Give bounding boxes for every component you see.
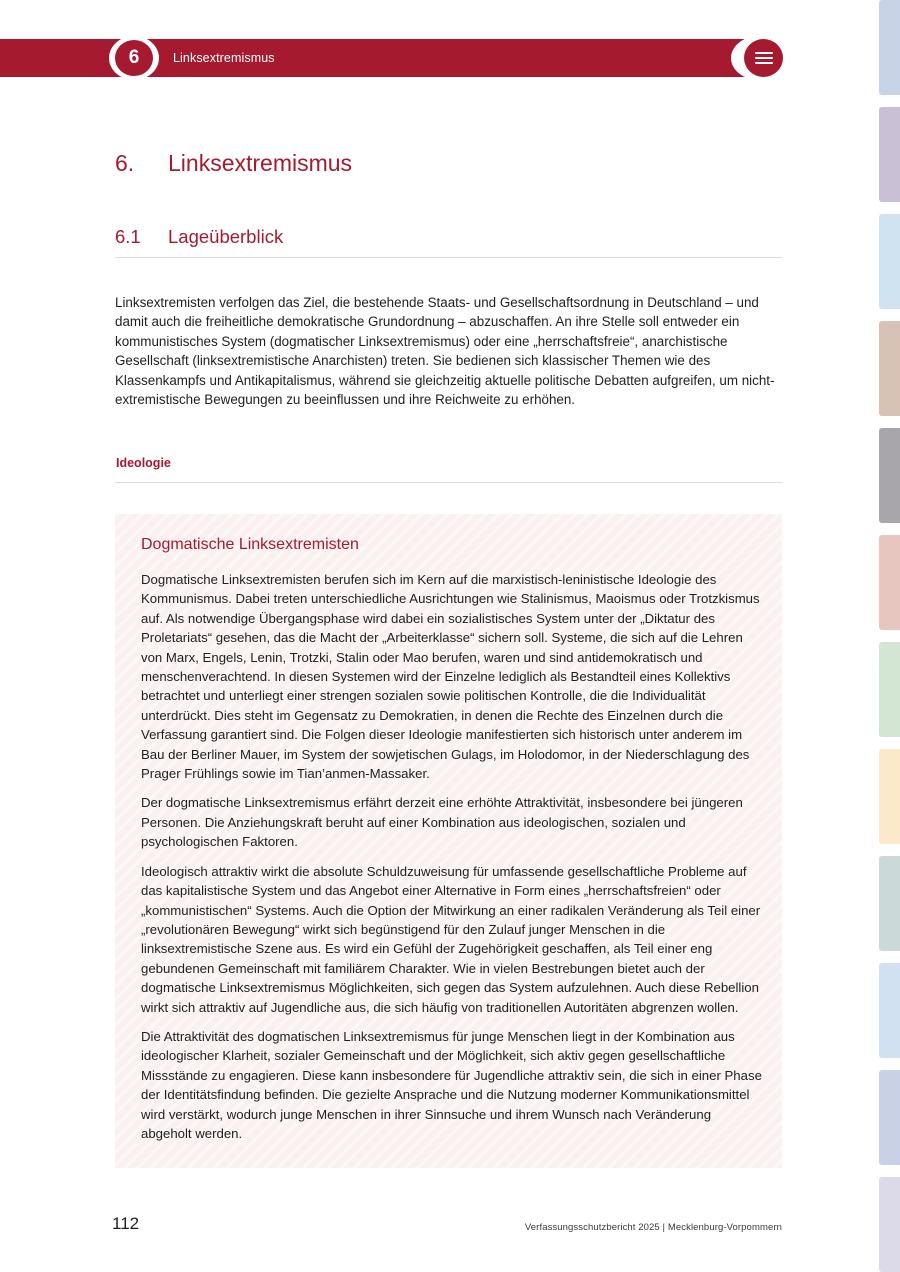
chapter-tab[interactable]: [879, 1177, 900, 1272]
hamburger-icon: [755, 52, 773, 54]
header-chapter-title: Linksextremismus: [173, 51, 275, 65]
chapter-tab[interactable]: [879, 856, 900, 951]
chapter-tab[interactable]: [879, 642, 900, 737]
hamburger-icon-line: [755, 57, 773, 59]
chapter-heading: [115, 150, 352, 177]
info-box-paragraph: Der dogmatische Linksextremismus erfährt derzeit eine erhöhte Attraktivität, insbesondere bei jüngeren Personen. Die Anziehungskraft beruht auf einer Kombination aus ideologischen, sozialen und psychologischen Faktoren.: [141, 795, 743, 850]
page-number: 112: [112, 1214, 140, 1233]
section-heading-number: 6.1: [115, 226, 141, 247]
subsection-label: Ideologie: [116, 456, 171, 470]
info-box-paragraph: Ideologisch attraktiv wirkt die absolute Schuldzuweisung für umfassende gesellschaftliche Probleme auf das kapitalistische System und das Angebot einer Alternative in Form eines „herrschaftsfreien“ oder „kommunistischen“ Systems. Auch die Option der Mitwirkung an einer radikalen Veränderung als Teil einer „revolutionären Bewegung“ wirkt sich begünstigend für den Zulauf junger Menschen in die linksextremistische Szene aus. Es wird ein Gefühl der Zugehörigkeit geschaffen, als Teil einer eng gebundenen Gemeinschaft mit familiärem Charakter. Wie in vielen Bestrebungen bietet auch der dogmatische Linksextremismus Möglichkeiten, sich gegen das System aufzulehnen. Auch diese Rebellion wirkt sich attraktiv auf Jugendliche aus, die sich häufig von traditionellen Autoritäten abgrenzen wollen.: [141, 863, 761, 1015]
section-divider: [115, 257, 782, 258]
footer-publication: Verfassungsschutzbericht 2025 | Mecklenburg-Vorpommern: [524, 1222, 782, 1233]
chapter-tab[interactable]: [879, 428, 900, 523]
chapter-heading-number: 6.: [115, 150, 135, 176]
section-heading: [115, 226, 283, 248]
hamburger-icon-line: [755, 62, 773, 64]
chapter-tab[interactable]: [879, 963, 900, 1058]
info-box-paragraph: Die Attraktivität des dogmatischen Linksextremismus für junge Menschen liegt in der Kombination aus ideologischer Klarheit, sozialer Gemeinschaft und der Möglichkeit, sich aktiv gegen gesellschaftliche Missstände zu engagieren. Diese kann insbesondere für Jugendliche attraktiv sein, die sich in einer Phase der Identitätsfindung befinden. Die gezielte Ansprache und die Nutzung moderner Kommunikationsmittel wird verstärkt, wodurch junge Menschen in ihrer Sinnsuche und ihrem Wunsch nach Veränderung abgeholt werden.: [141, 1028, 762, 1141]
info-box-title: Dogmatische Linksextremisten: [141, 536, 359, 553]
subsection-divider: [115, 482, 782, 483]
chapter-heading-title: Linksextremismus: [168, 150, 353, 176]
info-box-paragraph: Dogmatische Linksextremisten berufen sich im Kern auf die marxistisch-leninistische Ideologie des Kommunismus. Dabei treten unterschiedliche Ausrichtungen wie Stalinismus, Maoismus oder Trotzkismus auf. Als notwendige Übergangsphase wird dabei ein sozialistisches System unter der „Diktatur des Proletariats“ gesehen, das die Macht der „Arbeiterklasse“ sichern soll. Systeme, die sich auf die Lehren von Marx, Engels, Lenin, Trotzki, Stalin oder Mao berufen, waren und sind antidemokratisch und menschenverachtend. In diesen Systemen wird der Einzelne lediglich als Bestandteil eines Kollektivs betrachtet und unterliegt einer strengen sozialen sowie politischen Kontrolle, die die Individualität unterdrückt. Dies steht im Gegensatz zu Demokratien, in denen die Rechte des Einzelnen durch die Verfassung garantiert sind. Die Folgen dieser Ideologie manifestierten sich historisch unter anderem im Bau der Berliner Mauer, im System der sowjetischen Gulags, im Holodomor, in der Niederschlagung des Prager Frühlings sowie im Tian’anmen-Massaker.: [141, 572, 760, 782]
chapter-tab[interactable]: [879, 749, 900, 844]
chapter-tab[interactable]: [879, 0, 900, 95]
intro-paragraph: Linksextremisten verfolgen das Ziel, die bestehende Staats- und Gesellschaftsordnung in Deutschland – und damit auch die freiheitliche demokratische Grundordnung – abzuschaffen. An ihre Stelle soll entweder ein kommunistisches System (dogmatischer Linksextremismus) oder eine „herrschaftsfreie“, anarchistische Gesellschaft (linksextremistische Anarchisten) treten. Sie bedienen sich klassischer Themen wie des Klassenkampfs und Antikapitalismus, während sie gleichzeitig aktuelle politische Debatten aufgreifen, um nicht-extremistische Bewegungen zu beeinflussen und ihre Reichweite zu erhöhen.: [115, 295, 775, 408]
chapter-tab[interactable]: [879, 107, 900, 202]
section-heading-title: Lageüberblick: [168, 226, 284, 247]
info-box-body: [141, 570, 763, 1153]
chapter-tab[interactable]: [879, 321, 900, 416]
chapter-number-badge: 6: [115, 40, 153, 76]
chapter-tab[interactable]: [879, 214, 900, 309]
chapter-tab[interactable]: [879, 535, 900, 630]
menu-button[interactable]: [744, 39, 783, 77]
chapter-tab[interactable]: [879, 1070, 900, 1165]
